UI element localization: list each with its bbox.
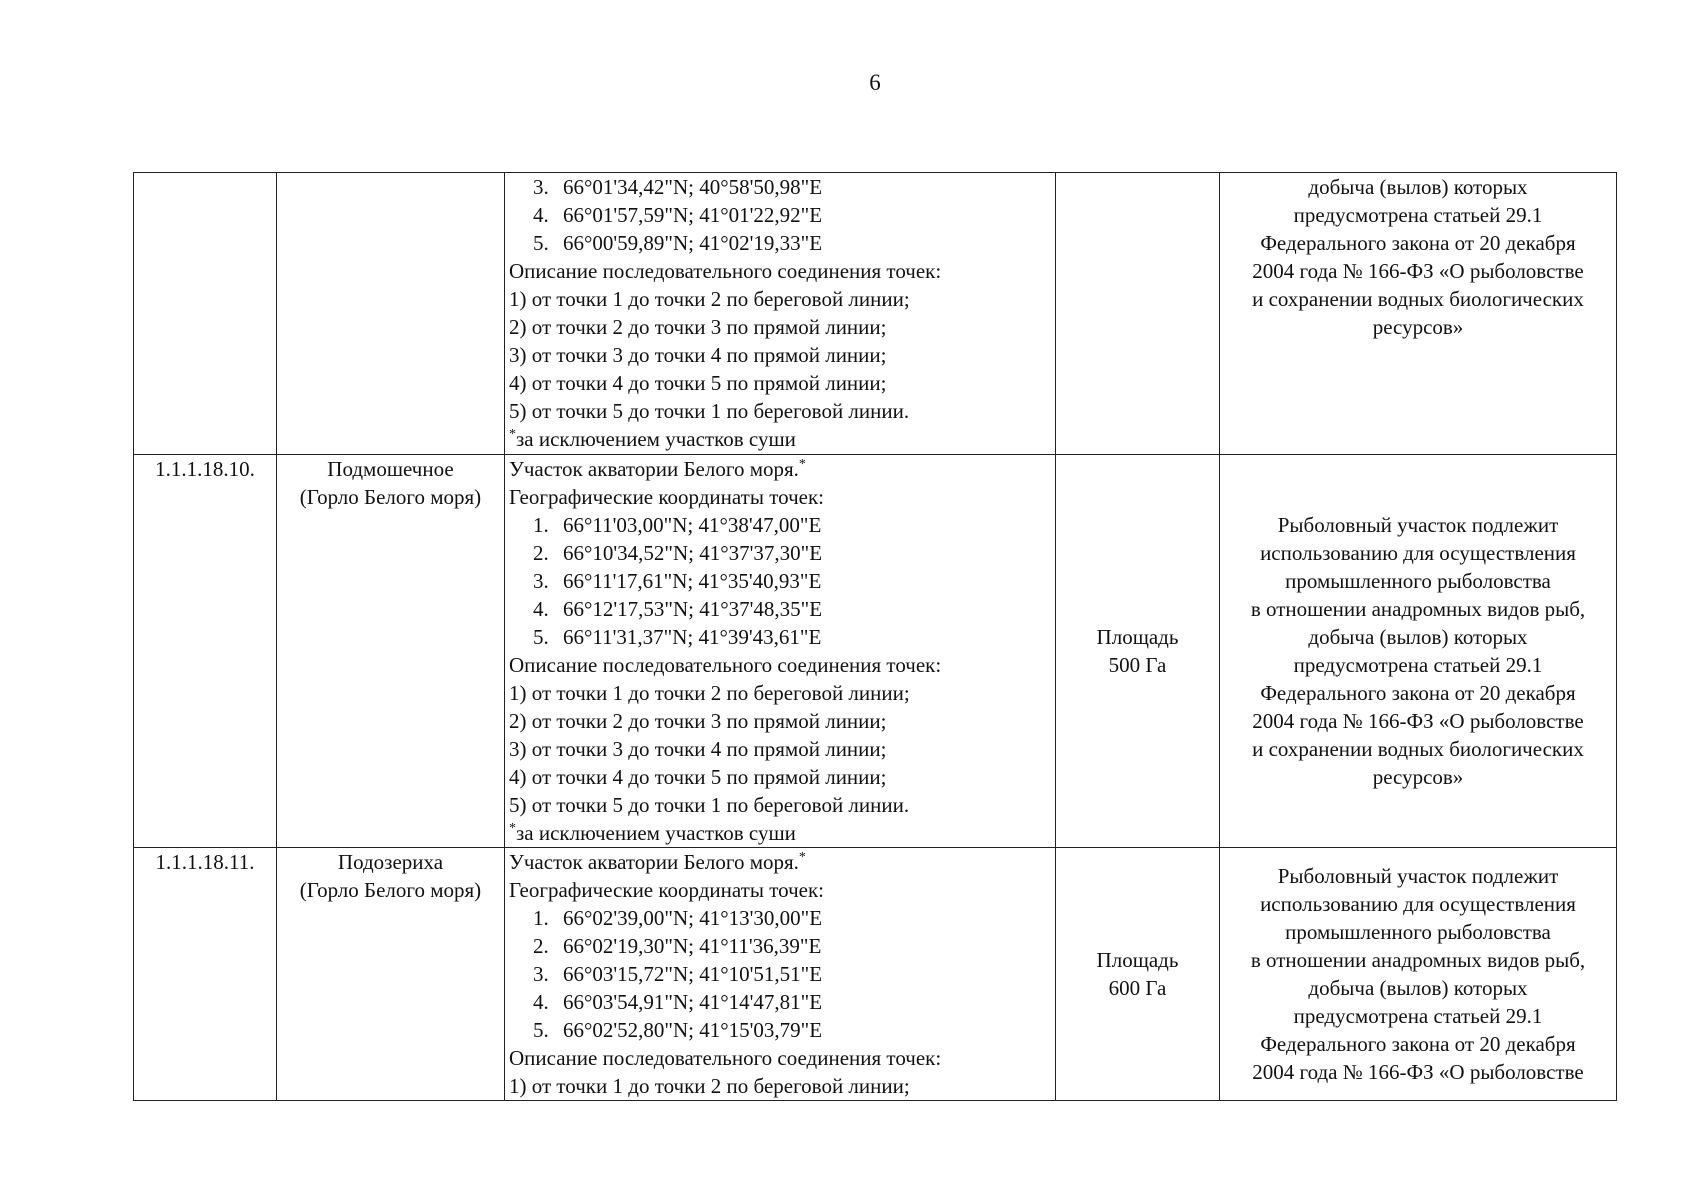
area-purpose-cell [1220,173,1617,455]
table-row [134,848,1617,1101]
purpose-line: промышленного рыболовства [1285,569,1551,593]
coordinate-list [509,173,1051,257]
connection-line: 2) от точки 2 до точки 3 по прямой линии; [509,709,887,733]
area-description-cell [505,848,1056,1101]
connection-line: 4) от точки 4 до точки 5 по прямой линии; [509,765,887,789]
purpose-line: предусмотрена статьей 29.1 [1293,653,1543,677]
area-number-cell [134,173,277,455]
area-number-cell: 1.1.1.18.11. [134,848,277,1101]
connection-line: 5) от точки 5 до точки 1 по береговой линии. [509,793,910,817]
area-description-cell [505,455,1056,848]
coordinate-point: 3. 66°01'34,42"N; 40°58'50,98"E [533,175,823,199]
area-name: Подмошечное [327,457,454,481]
purpose-line: и сохранении водных биологических [1252,737,1584,761]
area-name: Подозериха [337,850,444,874]
connection-title: Описание последовательного соединения точек: [509,1046,942,1070]
purpose-line: использованию для осуществления [1260,541,1576,565]
area-name-cell [277,848,505,1101]
connection-line: 3) от точки 3 до точки 4 по прямой линии; [509,737,887,761]
coordinate-point: 4. 66°03'54,91"N; 41°14'47,81"E [533,990,823,1014]
purpose-line: использованию для осуществления [1260,892,1576,916]
connection-title: Описание последовательного соединения точек: [509,259,942,283]
coordinate-point: 1. 66°02'39,00"N; 41°13'30,00"E [533,906,823,930]
purpose-line: добыча (вылов) которых [1308,976,1528,1000]
purpose-line: промышленного рыболовства [1285,920,1551,944]
purpose-line: в отношении анадромных видов рыб, [1250,948,1586,972]
connection-line: 1) от точки 1 до точки 2 по береговой линии; [509,1074,910,1098]
connection-line: 4) от точки 4 до точки 5 по прямой линии; [509,371,887,395]
purpose-line: 2004 года № 166-ФЗ «О рыболовстве [1252,709,1584,733]
coordinates-title: Географические координаты точек: [509,878,824,902]
coordinate-point: 1. 66°11'03,00"N; 41°38'47,00"E [533,513,822,537]
area-description-cell [505,173,1056,455]
area-number-cell: 1.1.1.18.10. [134,455,277,848]
footnote: *за исключением участков суши [509,427,796,451]
purpose-line: и сохранении водных биологических [1252,287,1584,311]
connection-line: 3) от точки 3 до точки 4 по прямой линии; [509,343,887,367]
fishing-areas-table [133,172,1617,1101]
purpose-line: Рыболовный участок подлежит [1277,864,1559,888]
water-area-title: Участок акватории Белого моря.* [509,457,806,481]
area-name-cell [277,173,505,455]
purpose-line: ресурсов» [1372,315,1464,339]
purpose-line: Федерального закона от 20 декабря [1260,1032,1576,1056]
coordinate-point: 5. 66°00'59,89"N; 41°02'19,33"E [533,231,823,255]
coordinate-point: 4. 66°01'57,59"N; 41°01'22,92"E [533,203,823,227]
purpose-line: Рыболовный участок подлежит [1277,513,1559,537]
area-purpose-cell [1220,455,1617,848]
coordinate-point: 4. 66°12'17,53"N; 41°37'48,35"E [533,597,823,621]
coordinate-point: 3. 66°03'15,72"N; 41°10'51,51"E [533,962,823,986]
coordinate-point: 2. 66°02'19,30"N; 41°11'36,39"E [533,934,822,958]
purpose-line: предусмотрена статьей 29.1 [1293,1004,1543,1028]
coordinate-list [509,511,1051,651]
coordinate-point: 3. 66°11'17,61"N; 41°35'40,93"E [533,569,822,593]
purpose-line: в отношении анадромных видов рыб, [1250,597,1586,621]
connection-line: 1) от точки 1 до точки 2 по береговой линии; [509,287,910,311]
area-size-value: 500 Га [1108,653,1167,677]
table-row [134,455,1617,848]
area-size-cell [1056,455,1220,848]
purpose-line: Федерального закона от 20 декабря [1260,681,1576,705]
area-size-cell [1056,848,1220,1101]
purpose-line: добыча (вылов) которых [1308,175,1528,199]
coordinate-point: 5. 66°02'52,80"N; 41°15'03,79"E [533,1018,823,1042]
area-region: (Горло Белого моря) [299,485,482,509]
purpose-line: Федерального закона от 20 декабря [1260,231,1576,255]
water-area-title: Участок акватории Белого моря.* [509,850,806,874]
area-region: (Горло Белого моря) [299,878,482,902]
coordinate-point: 2. 66°10'34,52"N; 41°37'37,30"E [533,541,823,565]
area-size-cell [1056,173,1220,455]
area-size-value: 600 Га [1108,976,1167,1000]
coordinate-list [509,904,1051,1044]
footnote: *за исключением участков суши [509,821,796,845]
coordinate-point: 5. 66°11'31,37"N; 41°39'43,61"E [533,625,822,649]
connection-line: 1) от точки 1 до точки 2 по береговой линии; [509,681,910,705]
connection-line: 5) от точки 5 до точки 1 по береговой линии. [509,399,910,423]
purpose-line: 2004 года № 166-ФЗ «О рыболовстве [1252,259,1584,283]
area-size-label: Площадь [1096,625,1179,649]
connection-line: 2) от точки 2 до точки 3 по прямой линии; [509,315,887,339]
connection-title: Описание последовательного соединения точек: [509,653,942,677]
purpose-line: добыча (вылов) которых [1308,625,1528,649]
table-row [134,173,1617,455]
area-size-label: Площадь [1096,948,1179,972]
area-purpose-cell [1220,848,1617,1101]
coordinates-title: Географические координаты точек: [509,485,824,509]
area-name-cell [277,455,505,848]
page-number: 6 [869,70,881,95]
purpose-line: ресурсов» [1372,765,1464,789]
purpose-line: 2004 года № 166-ФЗ «О рыболовстве [1252,1060,1584,1084]
purpose-line: предусмотрена статьей 29.1 [1293,203,1543,227]
